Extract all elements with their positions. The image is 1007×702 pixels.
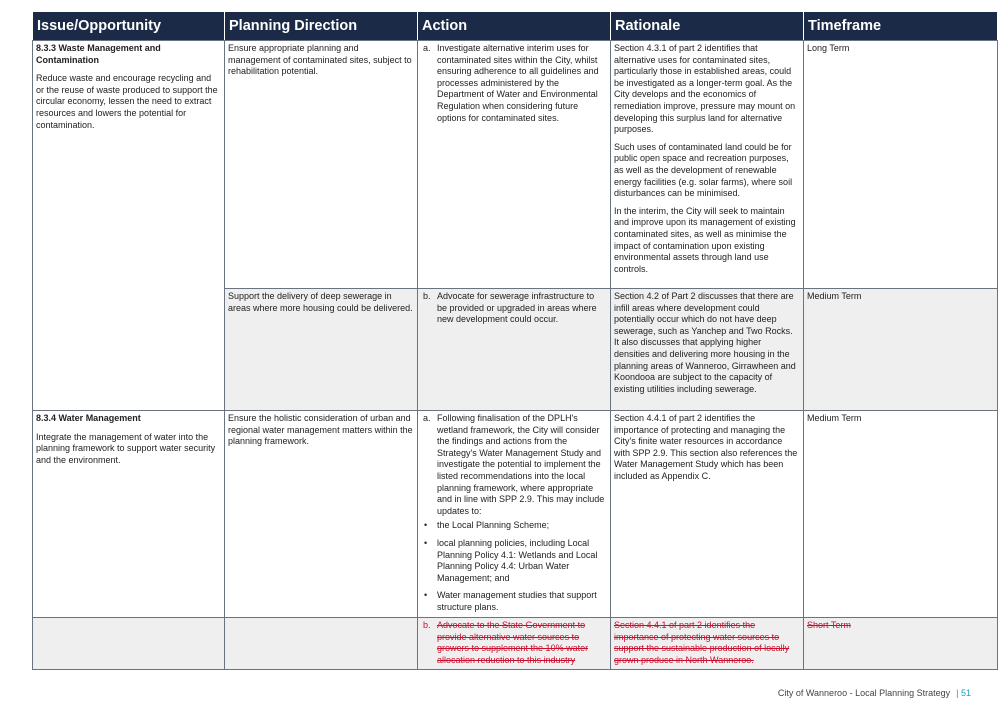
- rationale-paragraph: Section 4.3.1 of part 2 identifies that alternative uses for contaminated sites, particularly those in established areas, could be investigated as a longer-term goal. As the City develops and the economics of remediation improve, pressure may mount on developing this surplus land for alternative purposes.: [614, 43, 796, 135]
- action-text: Following finalisation of the DPLH's wetland framework, the City will consider the findings and actions from the Strategy's Water Management Study and investigate the potential to implement the listed recommendations into the local planning framework, where appropriate and in line with SPP 2.9. This may include updates to:: [437, 413, 605, 516]
- page-footer: [778, 688, 971, 698]
- action-cell: [418, 411, 611, 618]
- table-row: [33, 618, 998, 670]
- header-timeframe: Timeframe: [804, 12, 998, 41]
- direction-text: Support the delivery of deep sewerage in areas where more housing could be delivered.: [228, 291, 413, 313]
- rationale-paragraph: Such uses of contaminated land could be for public open space and recreation purposes, as well as the development of renewable energy facilities (e.g. solar farms), where soil disturbances can be minimised.: [614, 141, 793, 199]
- direction-cell: [225, 289, 418, 411]
- header-row: [33, 12, 998, 41]
- list-item: • local planning policies, including Local Planning Policy 4.1: Wetlands and Local Planning Policy 4.4: Urban Water Management; and: [424, 537, 598, 583]
- action-cell: [418, 41, 611, 289]
- timeframe-cell: [804, 618, 998, 670]
- deleted-timeframe-text: Short Term: [807, 620, 851, 630]
- issue-text: Integrate the management of water into the planning framework to support water security and the environment.: [36, 431, 216, 465]
- action-label: a.: [423, 43, 431, 53]
- action-label: b.: [423, 620, 431, 630]
- planning-table: [32, 11, 998, 670]
- deleted-action-text: Advocate to the State Government to provide alternative water sources to growers to supplement the 10% water allocation reduction to this industry: [437, 620, 589, 665]
- action-text: Advocate for sewerage infrastructure to be provided or upgraded in areas where new development could occur.: [437, 291, 597, 325]
- issue-title: 8.3.4 Water Management: [36, 413, 141, 423]
- list-item: • the Local Planning Scheme;: [424, 520, 550, 531]
- timeframe-text: Medium Term: [807, 413, 862, 423]
- bullet-icon: •: [424, 520, 428, 531]
- rationale-cell: [611, 41, 804, 289]
- action-cell: [418, 289, 611, 411]
- action-cell: [418, 618, 611, 670]
- timeframe-text: Medium Term: [807, 291, 862, 301]
- direction-cell: [225, 41, 418, 289]
- table-row: [33, 41, 998, 289]
- header-direction: Planning Direction: [225, 12, 418, 41]
- issue-cell: [33, 618, 225, 670]
- deleted-rationale-text: Section 4.4.1 of part 2 identifies the importance of protecting water sources to support the sustainable production of locally grown produce in North Wanneroo.: [614, 620, 790, 665]
- footer-title: City of Wanneroo - Local Planning Strategy: [777, 688, 951, 698]
- rationale-cell: [611, 618, 804, 670]
- page-number: | 51: [956, 688, 971, 698]
- rationale-cell: [611, 289, 804, 411]
- action-text: Investigate alternative interim uses for contaminated sites within the City, whilst ensuring adherence to all guidelines and processes administered by the Department of Water and Environmental Regulation when considering future options for contaminated sites.: [437, 43, 599, 123]
- timeframe-cell: [804, 411, 998, 618]
- header-action: Action: [418, 12, 611, 41]
- issue-cell: [33, 41, 225, 411]
- action-label: b.: [423, 291, 431, 301]
- table-row: [33, 411, 998, 618]
- list-item: • Water management studies that support structure plans.: [424, 590, 597, 612]
- header-rationale: Rationale: [611, 12, 804, 41]
- rationale-cell: [611, 411, 804, 618]
- issue-text: Reduce waste and encourage recycling and or the reuse of waste produced to support the circular economy, lessen the need to extract resources and lowers the potential for contamination.: [36, 73, 218, 130]
- header-issue: Issue/Opportunity: [33, 12, 225, 41]
- timeframe-cell: [804, 41, 998, 289]
- action-label: a.: [423, 413, 431, 423]
- rationale-text: Section 4.2 of Part 2 discusses that there are infill areas where development could potentially occur which do not have deep sewerage, such as Yanchep and Two Rocks. It also discusses that applying higher densities and delivering more housing in the planning areas of Wanneroo, Girrawheen and Koondooa are subject to the capacity of existing utilities including sewerage.: [614, 291, 796, 394]
- bullet-icon: •: [424, 590, 428, 601]
- rationale-paragraph: In the interim, the City will seek to maintain and improve upon its management of existing contaminated sites, as well as minimise the impact of contamination upon existing environmental assets through land use controls.: [614, 205, 796, 274]
- direction-cell: [225, 618, 418, 670]
- issue-cell: [33, 411, 225, 618]
- issue-title: 8.3.3 Waste Management and Contamination: [36, 43, 161, 65]
- timeframe-text: Long Term: [807, 43, 850, 53]
- rationale-text: Section 4.4.1 of part 2 identifies the importance of protecting and managing the City's finite water resources in accordance with SPP 2.9. This section also references the Water Management Study which has been included as Appendix C.: [614, 413, 798, 481]
- timeframe-cell: [804, 289, 998, 411]
- action-bullet-list: [421, 520, 606, 613]
- direction-cell: [225, 411, 418, 618]
- direction-text: Ensure the holistic consideration of urban and regional water management matters within the planning framework.: [228, 413, 413, 447]
- direction-text: Ensure appropriate planning and management of contaminated sites, subject to rehabilitation potential.: [228, 43, 412, 77]
- bullet-icon: •: [424, 537, 428, 548]
